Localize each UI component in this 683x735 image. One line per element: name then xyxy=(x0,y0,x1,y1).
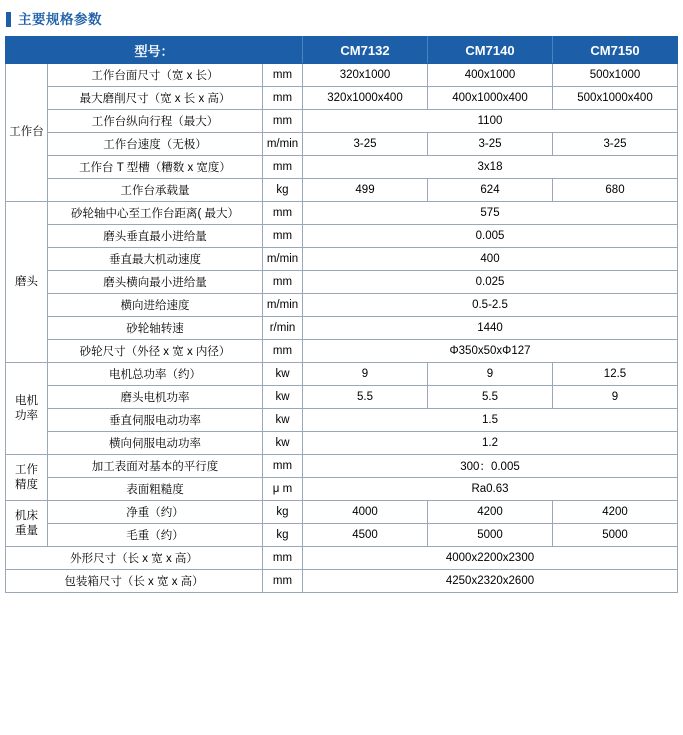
table-row xyxy=(6,501,678,524)
group-label: 磨头 xyxy=(6,202,48,363)
parameter-value: 3-25 xyxy=(553,133,678,156)
table-row xyxy=(6,386,678,409)
table-row xyxy=(6,64,678,87)
parameter-value: 3-25 xyxy=(428,133,553,156)
table-row xyxy=(6,524,678,547)
parameter-unit: mm xyxy=(263,570,303,593)
parameter-name: 工作台纵向行程（最大） xyxy=(48,110,263,133)
parameter-name: 工作台速度（无极） xyxy=(48,133,263,156)
parameter-value: 400x1000x400 xyxy=(428,87,553,110)
group-label: 电机 功率 xyxy=(6,363,48,455)
parameter-unit: kw xyxy=(263,432,303,455)
parameter-value: 4000 xyxy=(303,501,428,524)
parameter-value: 5000 xyxy=(553,524,678,547)
parameter-name: 毛重（约） xyxy=(48,524,263,547)
parameter-name: 垂直最大机动速度 xyxy=(48,248,263,271)
parameter-value: 624 xyxy=(428,179,553,202)
parameter-unit: r/min xyxy=(263,317,303,340)
parameter-name: 净重（约） xyxy=(48,501,263,524)
parameter-value: 1.5 xyxy=(303,409,678,432)
group-label: 工作 精度 xyxy=(6,455,48,501)
parameter-value: 9 xyxy=(553,386,678,409)
parameter-unit: mm xyxy=(263,64,303,87)
parameter-value: 500x1000 xyxy=(553,64,678,87)
parameter-value: 3x18 xyxy=(303,156,678,179)
table-row xyxy=(6,317,678,340)
parameter-unit: kg xyxy=(263,179,303,202)
parameter-value: 12.5 xyxy=(553,363,678,386)
table-row xyxy=(6,271,678,294)
parameter-unit: m/min xyxy=(263,133,303,156)
parameter-unit: mm xyxy=(263,225,303,248)
table-row xyxy=(6,547,678,570)
parameter-name: 包装箱尺寸（长 x 宽 x 高） xyxy=(6,570,263,593)
parameter-name: 电机总功率（约） xyxy=(48,363,263,386)
parameter-name: 外形尺寸（长 x 宽 x 高） xyxy=(6,547,263,570)
parameter-value: Φ350x50xΦ127 xyxy=(303,340,678,363)
parameter-value: 0.005 xyxy=(303,225,678,248)
table-row xyxy=(6,133,678,156)
parameter-value: 400x1000 xyxy=(428,64,553,87)
parameter-name: 表面粗糙度 xyxy=(48,478,263,501)
parameter-unit: kw xyxy=(263,363,303,386)
parameter-name: 磨头电机功率 xyxy=(48,386,263,409)
table-row xyxy=(6,455,678,478)
parameter-unit: mm xyxy=(263,202,303,225)
table-row xyxy=(6,570,678,593)
parameter-unit: mm xyxy=(263,455,303,478)
parameter-unit: kg xyxy=(263,501,303,524)
parameter-unit: kw xyxy=(263,409,303,432)
table-row xyxy=(6,294,678,317)
parameter-value: 680 xyxy=(553,179,678,202)
table-row xyxy=(6,202,678,225)
table-row xyxy=(6,87,678,110)
table-row xyxy=(6,110,678,133)
table-head xyxy=(6,37,678,64)
parameter-name: 垂直伺服电动功率 xyxy=(48,409,263,432)
table-row xyxy=(6,478,678,501)
section-header xyxy=(0,0,683,36)
table-row xyxy=(6,225,678,248)
parameter-value: 9 xyxy=(303,363,428,386)
parameter-value: 320x1000 xyxy=(303,64,428,87)
table-row xyxy=(6,409,678,432)
parameter-value: 0.025 xyxy=(303,271,678,294)
parameter-value: 5.5 xyxy=(428,386,553,409)
parameter-name: 砂轮尺寸（外径 x 宽 x 内径） xyxy=(48,340,263,363)
parameter-unit: μ m xyxy=(263,478,303,501)
column-header-cm7140: CM7140 xyxy=(428,37,553,64)
parameter-unit: kg xyxy=(263,524,303,547)
parameter-name: 砂轮轴转速 xyxy=(48,317,263,340)
parameter-value: 5.5 xyxy=(303,386,428,409)
parameter-value: 4500 xyxy=(303,524,428,547)
group-label: 机床 重量 xyxy=(6,501,48,547)
parameter-value: 9 xyxy=(428,363,553,386)
parameter-name: 加工表面对基本的平行度 xyxy=(48,455,263,478)
table-row xyxy=(6,363,678,386)
specification-table xyxy=(5,36,678,593)
parameter-value: 320x1000x400 xyxy=(303,87,428,110)
page-title: 主要规格参数 xyxy=(18,11,102,27)
table-row xyxy=(6,432,678,455)
column-header-cm7150: CM7150 xyxy=(553,37,678,64)
parameter-value: 1.2 xyxy=(303,432,678,455)
parameter-name: 工作台 T 型槽（糟数 x 宽度） xyxy=(48,156,263,179)
parameter-name: 最大磨削尺寸（宽 x 长 x 高） xyxy=(48,87,263,110)
parameter-name: 横向进给速度 xyxy=(48,294,263,317)
accent-bar-icon xyxy=(6,12,11,27)
table-row xyxy=(6,248,678,271)
parameter-value: 300：0.005 xyxy=(303,455,678,478)
table-row xyxy=(6,179,678,202)
parameter-unit: kw xyxy=(263,386,303,409)
parameter-unit: mm xyxy=(263,547,303,570)
parameter-unit: m/min xyxy=(263,294,303,317)
parameter-unit: mm xyxy=(263,340,303,363)
table-row xyxy=(6,156,678,179)
parameter-value: 500x1000x400 xyxy=(553,87,678,110)
parameter-unit: mm xyxy=(263,271,303,294)
parameter-unit: mm xyxy=(263,87,303,110)
table-header-row xyxy=(6,37,678,64)
table-row xyxy=(6,340,678,363)
parameter-value: 4250x2320x2600 xyxy=(303,570,678,593)
parameter-value: 5000 xyxy=(428,524,553,547)
group-label: 工作台 xyxy=(6,64,48,202)
parameter-value: 400 xyxy=(303,248,678,271)
parameter-value: 1440 xyxy=(303,317,678,340)
table-body xyxy=(6,64,678,593)
parameter-unit: m/min xyxy=(263,248,303,271)
parameter-name: 砂轮轴中心至工作台距离( 最大） xyxy=(48,202,263,225)
parameter-unit: mm xyxy=(263,110,303,133)
parameter-name: 磨头垂直最小进给量 xyxy=(48,225,263,248)
parameter-unit: mm xyxy=(263,156,303,179)
parameter-name: 工作台承载量 xyxy=(48,179,263,202)
column-header-model: 型号： xyxy=(6,37,303,64)
parameter-value: Ra0.63 xyxy=(303,478,678,501)
parameter-value: 499 xyxy=(303,179,428,202)
parameter-value: 1100 xyxy=(303,110,678,133)
column-header-cm7132: CM7132 xyxy=(303,37,428,64)
parameter-value: 4200 xyxy=(428,501,553,524)
parameter-name: 工作台面尺寸（宽 x 长） xyxy=(48,64,263,87)
parameter-value: 575 xyxy=(303,202,678,225)
parameter-name: 磨头横向最小进给量 xyxy=(48,271,263,294)
parameter-value: 4000x2200x2300 xyxy=(303,547,678,570)
parameter-value: 4200 xyxy=(553,501,678,524)
parameter-value: 3-25 xyxy=(303,133,428,156)
parameter-value: 0.5-2.5 xyxy=(303,294,678,317)
parameter-name: 横向伺服电动功率 xyxy=(48,432,263,455)
